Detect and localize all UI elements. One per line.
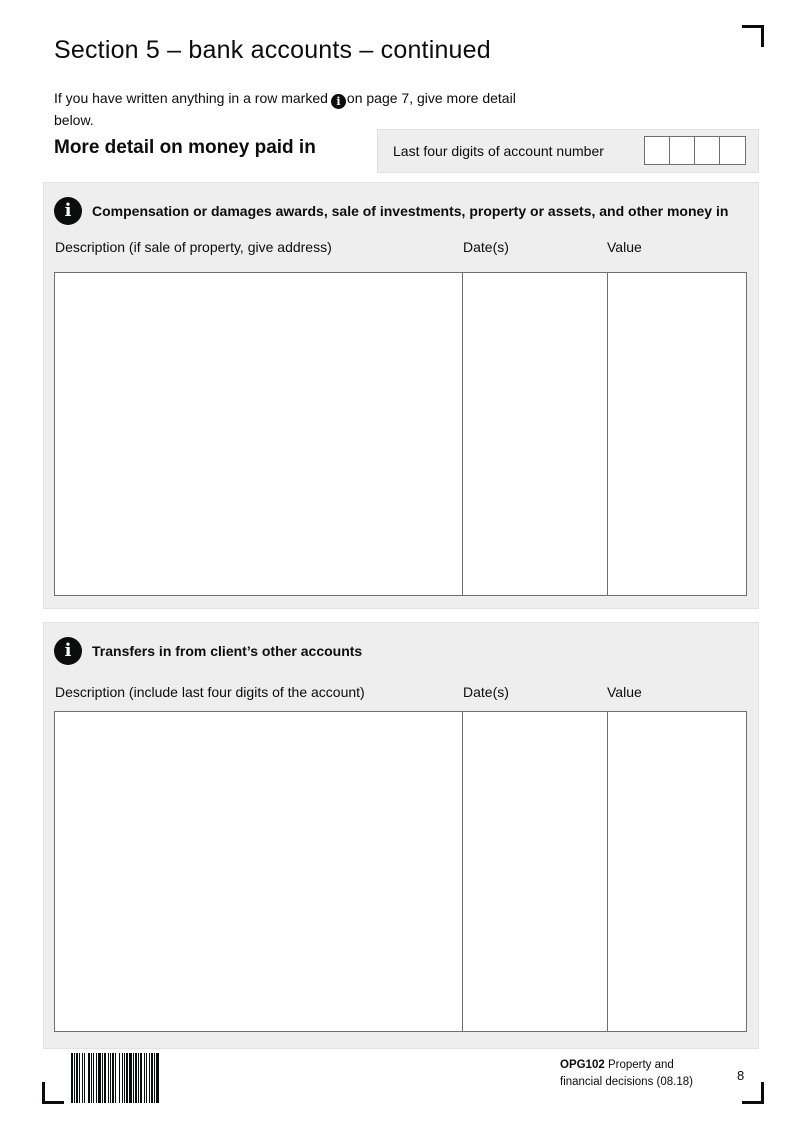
form-reference xyxy=(560,1057,693,1091)
account-number-label: Last four digits of account number xyxy=(393,143,604,159)
crop-mark-bottom-right xyxy=(742,1082,764,1104)
account-digit-3[interactable] xyxy=(695,137,720,164)
form-name-line1: Property and xyxy=(607,1059,674,1071)
column-header-description: Description (if sale of property, give address) xyxy=(55,239,332,255)
info-icon: i xyxy=(54,197,82,225)
dates-field[interactable] xyxy=(463,273,608,595)
account-digit-2[interactable] xyxy=(670,137,695,164)
account-digit-1[interactable] xyxy=(645,137,670,164)
panel-transfers-in xyxy=(43,622,759,1049)
crop-mark-top-right xyxy=(742,25,764,47)
column-header-dates: Date(s) xyxy=(463,684,509,700)
info-icon: i xyxy=(54,637,82,665)
value-field[interactable] xyxy=(608,712,746,1031)
intro-text-start: If you have written anything in a row marked xyxy=(54,90,328,106)
intro-text xyxy=(54,87,524,131)
entry-table xyxy=(54,711,747,1032)
column-header-description: Description (include last four digits of the account) xyxy=(55,684,365,700)
column-header-dates: Date(s) xyxy=(463,239,509,255)
account-digit-boxes xyxy=(644,136,746,165)
form-code: OPG102 xyxy=(560,1059,605,1071)
entry-table xyxy=(54,272,747,596)
dates-field[interactable] xyxy=(463,712,608,1031)
barcode xyxy=(71,1053,200,1103)
info-icon: i xyxy=(331,94,346,109)
column-header-value: Value xyxy=(607,239,642,255)
column-header-value: Value xyxy=(607,684,642,700)
panel-title: Compensation or damages awards, sale of investments, property or assets, and other money in xyxy=(92,203,729,219)
account-number-box xyxy=(377,129,759,173)
value-field[interactable] xyxy=(608,273,746,595)
panel-title: Transfers in from client’s other accounts xyxy=(92,643,363,659)
description-field[interactable] xyxy=(55,712,463,1031)
panel-other-money-in xyxy=(43,182,759,609)
crop-mark-bottom-left xyxy=(42,1082,64,1104)
panel-header xyxy=(54,197,728,225)
intro-text-end: on page 7, give more detail below. xyxy=(54,90,516,128)
form-name-line2: financial decisions (08.18) xyxy=(560,1076,693,1088)
page-number: 8 xyxy=(737,1068,745,1083)
account-digit-4[interactable] xyxy=(720,137,745,164)
panel-header xyxy=(54,637,362,665)
more-detail-heading: More detail on money paid in xyxy=(54,137,316,158)
section-title: Section 5 – bank accounts – continued xyxy=(54,36,491,64)
description-field[interactable] xyxy=(55,273,463,595)
